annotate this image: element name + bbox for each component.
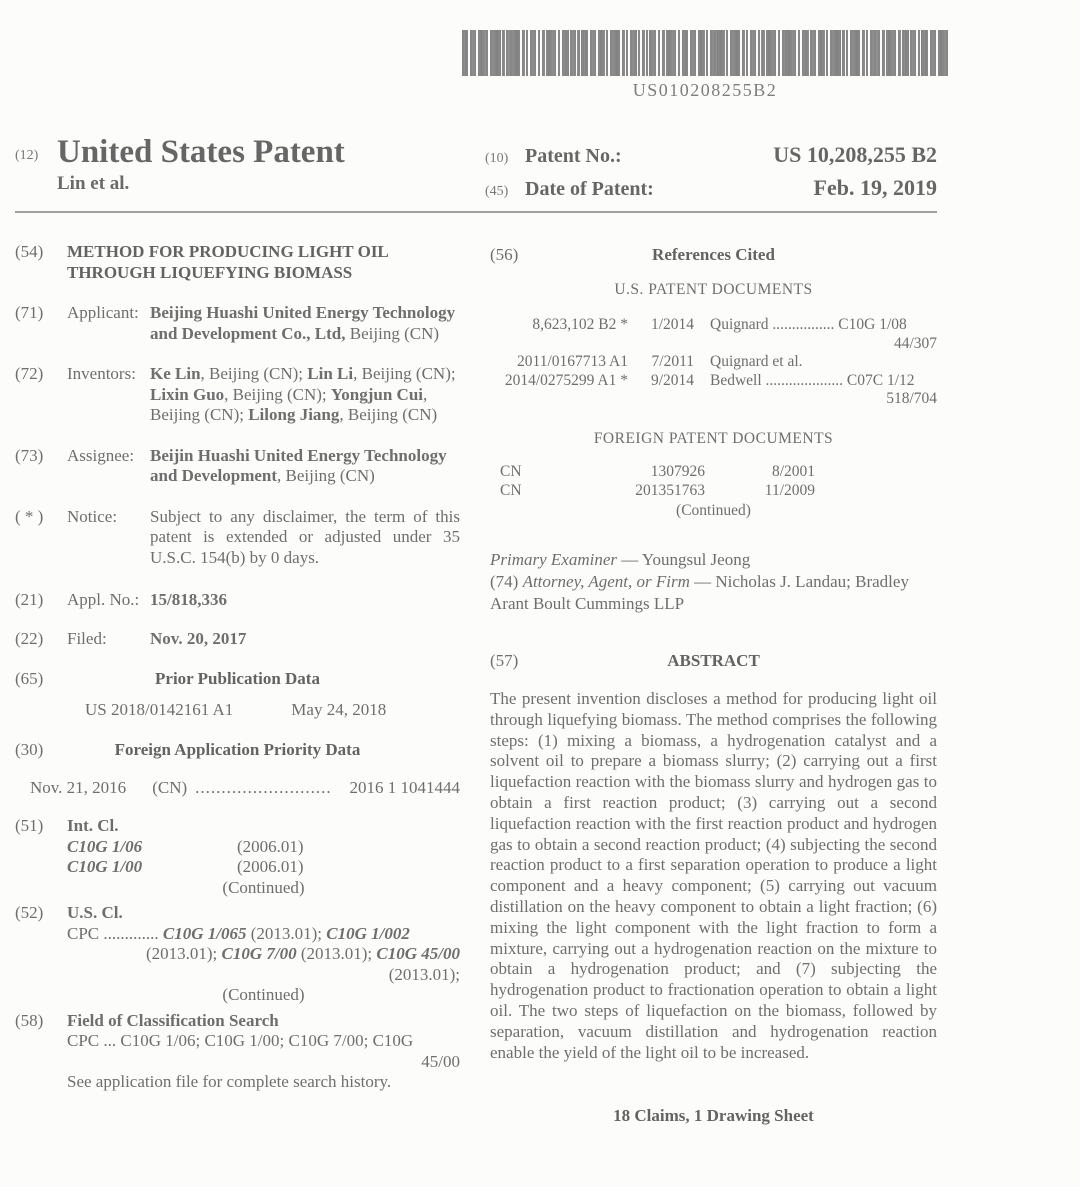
table-row xyxy=(490,316,937,335)
section-number: (30) xyxy=(15,740,44,759)
section-73-assignee xyxy=(15,446,460,487)
barcode-icon xyxy=(462,30,948,76)
foreign-country: CN xyxy=(500,481,522,499)
section-71-applicant xyxy=(15,303,460,344)
prior-publication-entry xyxy=(15,700,460,721)
patent-number-code: (10) xyxy=(485,151,509,166)
section-57-abstract xyxy=(490,651,937,672)
table-row xyxy=(490,463,937,482)
abstract-text: The present invention discloses a method for producing light oil through liquefying biomass. The method comprises the following steps: (1) mixing a biomass, a hydrogenation catalyst and a solvent oil to prepare a biomass slurry; (2) carrying out a first liquefaction reaction with the biomass slurry and hydrogen gas to obtain a first reaction product; (3) carrying out a second liquefaction reaction with the first reaction product and hydrogen gas to obtain a second reaction product; (4) subjecting the second reaction product to a first separation operation to produce a light component and a heavy component; (5) carrying out vacuum distillation on the heavy component to obtain a light fraction; (6) mixing the light component with the light fraction to form a mixture, carrying out a hydrogenation reaction on the mixture to obtain a hydrogenation product; and (7) subjecting the hydrogenation product to fractionation operation to obtain a light oil. The two steps of liquefaction on the biomass, followed by separation, vacuum distillation and hydrogenation reaction enable the yield of the light oil to be increased. xyxy=(490,689,937,1062)
notice-label: Notice: xyxy=(67,506,118,526)
priority-country: (CN) xyxy=(152,777,188,797)
cited-date: 7/2011 xyxy=(651,353,694,370)
left-column xyxy=(15,236,460,1127)
int-cl-body xyxy=(67,816,460,898)
document-title: United States Patent xyxy=(57,134,345,170)
section-number: (21) xyxy=(15,590,44,609)
primary-examiner-line: Primary Examiner — Youngsul Jeong xyxy=(490,549,751,569)
section-58-field-of-search xyxy=(15,1011,460,1093)
section-number: (52) xyxy=(15,903,44,922)
section-number: (22) xyxy=(15,628,44,648)
us-patent-documents-heading: U.S. PATENT DOCUMENTS xyxy=(614,280,813,298)
content-columns xyxy=(15,236,937,1127)
cited-class-continuation: 518/704 xyxy=(886,390,937,407)
priority-date: Nov. 21, 2016 xyxy=(30,777,127,797)
table-row xyxy=(490,353,937,372)
notice-row xyxy=(67,507,460,569)
field-search-label: Field of Classification Search xyxy=(67,1010,279,1030)
notice-text: Subject to any disclaimer, the term of this patent is extended or adjusted under 35 U.S.C. 154(b) by 0 days. xyxy=(150,506,460,567)
header-right xyxy=(485,134,937,206)
section-51-int-cl xyxy=(15,816,460,898)
publication-number: US 2018/0142161 A1 xyxy=(85,699,234,719)
attorney-line: (74) Attorney, Agent, or Firm — Nicholas J. Landau; Bradley Arant Boult Cummings LLP xyxy=(490,571,909,613)
foreign-patent-documents-heading: FOREIGN PATENT DOCUMENTS xyxy=(593,429,834,447)
section-number: ( * ) xyxy=(15,506,44,526)
claims-line: 18 Claims, 1 Drawing Sheet xyxy=(613,1106,814,1126)
foreign-country: CN xyxy=(500,463,522,480)
patent-date-value: Feb. 19, 2019 xyxy=(813,175,937,200)
section-65-prior-publication xyxy=(15,669,460,690)
cpc-line-1: CPC ............. C10G 1/065 (2013.01); C10G 1/002 xyxy=(67,923,410,943)
section-number: (71) xyxy=(15,303,44,322)
field-search-line-2: 45/00 xyxy=(421,1051,460,1071)
foreign-priority-heading: Foreign Application Priority Data xyxy=(114,740,361,759)
table-row xyxy=(490,372,937,391)
foreign-priority-entry xyxy=(15,778,460,799)
cited-name-class: Bedwell .................... C07C 1/12 xyxy=(710,371,915,389)
right-column xyxy=(490,236,937,1127)
header-left xyxy=(15,134,485,206)
appl-no-label: Appl. No.: xyxy=(67,590,140,609)
table-row xyxy=(490,482,937,501)
cited-patent-number: 2014/0275299 A1 * xyxy=(504,371,628,389)
section-notice xyxy=(15,507,460,569)
patent-date-code: (45) xyxy=(485,184,509,199)
assignee-value: Beijin Huashi United Energy Technology and Development, Beijing (CN) xyxy=(150,445,447,485)
class-version: (2006.01) xyxy=(237,836,304,856)
patent-date-label: Date of Patent: xyxy=(525,178,654,200)
filed-label: Filed: xyxy=(67,628,107,648)
cited-name-class: Quignard et al. xyxy=(710,353,803,370)
section-56-references xyxy=(490,245,937,266)
inventor-short-name: Lin et al. xyxy=(57,173,130,194)
class-code: C10G 1/06 xyxy=(67,836,143,856)
section-number: (73) xyxy=(15,445,44,465)
header-divider xyxy=(15,211,937,213)
cpc-line-3: (2013.01); xyxy=(388,964,460,984)
foreign-date: 11/2009 xyxy=(764,481,815,499)
applicant-value: Beijing Huashi United Energy Technology and Development Co., Ltd, Beijing (CN) xyxy=(150,303,456,343)
invention-title: METHOD FOR PRODUCING LIGHT OIL THROUGH LIQUEFYING BIOMASS xyxy=(67,242,388,282)
section-number: (72) xyxy=(15,364,44,383)
patent-header xyxy=(15,134,937,206)
spacer xyxy=(233,700,291,721)
patent-date-row xyxy=(485,173,937,206)
section-72-inventors xyxy=(15,364,460,426)
patent-number-row xyxy=(485,140,937,173)
publication-date: May 24, 2018 xyxy=(291,699,387,719)
section-number: (65) xyxy=(15,669,44,688)
abstract-heading: ABSTRACT xyxy=(667,650,760,670)
cited-date: 1/2014 xyxy=(650,316,694,333)
priority-application-number: 2016 1 1041444 xyxy=(349,777,460,797)
dot-leader: .......................... xyxy=(195,777,332,797)
barcode-number: US010208255B2 xyxy=(632,80,778,100)
continued-note: (Continued) xyxy=(222,877,305,897)
inventors-label: Inventors: xyxy=(67,364,136,383)
cited-patent-number: 8,623,102 B2 * xyxy=(532,316,628,333)
int-cl-entry xyxy=(67,857,460,878)
appl-no-row xyxy=(67,590,460,611)
section-number: (58) xyxy=(15,1010,44,1030)
cited-name-class: Quignard ................ C10G 1/08 xyxy=(710,316,907,333)
header-title-block xyxy=(57,134,345,206)
assignee-label: Assignee: xyxy=(67,445,135,465)
filed-row xyxy=(67,629,460,650)
appl-no-value: 15/818,336 xyxy=(150,590,227,609)
cpc-line-2: (2013.01); C10G 7/00 (2013.01); C10G 45/00 xyxy=(145,944,460,963)
cited-date: 9/2014 xyxy=(650,371,694,389)
applicant-row xyxy=(67,303,460,344)
continued-note: (Continued) xyxy=(676,502,751,519)
examiner-block xyxy=(490,549,937,615)
field-search-body xyxy=(67,1011,460,1093)
class-version: (2006.01) xyxy=(237,857,304,876)
assignee-row xyxy=(67,446,460,487)
int-cl-label: Int. Cl. xyxy=(67,816,119,835)
foreign-number: 201351763 xyxy=(635,481,705,499)
field-search-line-1: CPC ... C10G 1/06; C10G 1/00; C10G 7/00; C10G xyxy=(67,1031,414,1050)
inventors-value: Ke Lin, Beijing (CN); Lin Li, Beijing (CN); Lixin Guo, Beijing (CN); Yongjun Cui, Beijing (CN); Lilong Jiang, Beijing (CN) xyxy=(150,364,456,424)
foreign-number: 1307926 xyxy=(650,463,705,480)
foreign-patent-documents-table xyxy=(490,463,937,521)
section-number: (57) xyxy=(490,650,519,670)
filed-value: Nov. 20, 2017 xyxy=(150,628,247,648)
continued-note: (Continued) xyxy=(222,985,305,1004)
section-21-appl-no xyxy=(15,590,460,611)
cited-class-continuation: 44/307 xyxy=(893,334,937,352)
prior-publication-heading: Prior Publication Data xyxy=(155,669,320,688)
inventors-row xyxy=(67,364,460,426)
section-number: (51) xyxy=(15,816,44,835)
references-cited-heading: References Cited xyxy=(652,245,775,264)
section-number: (54) xyxy=(15,242,44,261)
foreign-date: 8/2001 xyxy=(771,463,815,480)
class-code: C10G 1/00 xyxy=(67,857,143,876)
section-54-title xyxy=(15,242,460,283)
patent-number-label: Patent No.: xyxy=(525,145,622,167)
field-search-line-3: See application file for complete search history. xyxy=(67,1072,392,1091)
cited-patent-number: 2011/0167713 A1 xyxy=(517,353,628,370)
patent-number-value: US 10,208,255 B2 xyxy=(773,142,937,167)
section-30-foreign-priority xyxy=(15,740,460,761)
section-number: (56) xyxy=(490,245,519,264)
applicant-label: Applicant: xyxy=(67,303,139,322)
section-22-filed xyxy=(15,629,460,650)
us-patent-documents-table xyxy=(490,316,937,409)
us-cl-label: U.S. Cl. xyxy=(67,903,123,922)
us-cl-body xyxy=(67,903,460,1006)
int-cl-entry xyxy=(67,837,460,858)
section-52-us-cl xyxy=(15,903,460,1006)
kind-code-number: (12) xyxy=(15,148,39,163)
